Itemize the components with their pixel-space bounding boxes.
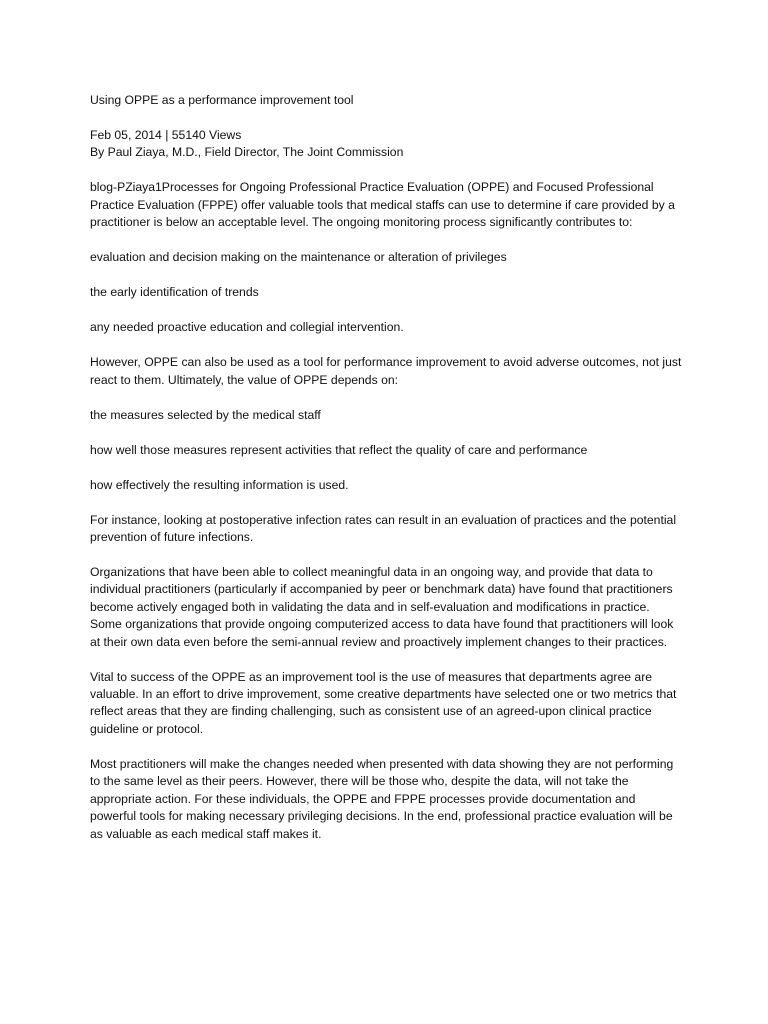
list-item-quality: how well those measures represent activities that reflect the quality of care and performance — [90, 442, 588, 457]
date-views: Feb 05, 2014 | 55140 Views — [90, 128, 242, 142]
paragraph-performance: However, OPPE can also be used as a tool for performance improvement to avoid adverse outcomes, not just react to them. Ultimately, the value of OPPE depends on: — [90, 355, 682, 387]
paragraph-conclusion: Most practitioners will make the changes needed when presented with data showing they are not performing to the same level as their peers. However, there will be those who, despite the data, will not take the appropriate action. For these individuals, the OPPE and FPPE processes provide documentation and powerful tools for making necessary privileging decisions. In the end, professional practice evaluation will be as valuable as each medical staff makes it. — [90, 756, 674, 841]
document-page — [90, 92, 682, 861]
list-item-measures: the measures selected by the medical staff — [90, 407, 321, 422]
byline: By Paul Ziaya, M.D., Field Director, The Joint Commission — [90, 145, 404, 160]
list-item-trends: the early identification of trends — [90, 285, 259, 300]
paragraph-infection-rates: For instance, looking at postoperative infection rates can result in an evaluation of practices and the potential prevention of future infections. — [90, 512, 677, 545]
list-item-information: how effectively the resulting information is used. — [90, 477, 349, 492]
paragraph-intro: blog-PZiaya1Processes for Ongoing Professional Practice Evaluation (OPPE) and Focused Professional Practice Evaluation (FPPE) offer valuable tools that medical staffs can use to determine if care provided by a practitioner is below an acceptable level. The ongoing monitoring process significantly contributes to: — [90, 180, 675, 230]
list-item-privileges: evaluation and decision making on the maintenance or alteration of privileges — [90, 250, 507, 265]
paragraph-organizations: Organizations that have been able to collect meaningful data in an ongoing way, and provide that data to individual practitioners (particularly if accompanied by peer or benchmark data) have found that practitioners become actively engaged both in validating the data and in self-evaluation and modifications in practice. Some organizations that provide ongoing computerized access to data have found that practitioners will look at their own data even before the semi-annual review and proactively implement changes to their practices. — [90, 565, 674, 649]
paragraph-vital-success: Vital to success of the OPPE as an improvement tool is the use of measures that departments agree are valuable. In an effort to drive improvement, some creative departments have selected one or two metrics that reflect areas that they are finding challenging, such as consistent use of an agreed-upon clinical practice guideline or protocol. — [90, 669, 677, 736]
document-title: Using OPPE as a performance improvement tool — [90, 93, 354, 107]
list-item-education: any needed proactive education and collegial intervention. — [90, 320, 404, 335]
